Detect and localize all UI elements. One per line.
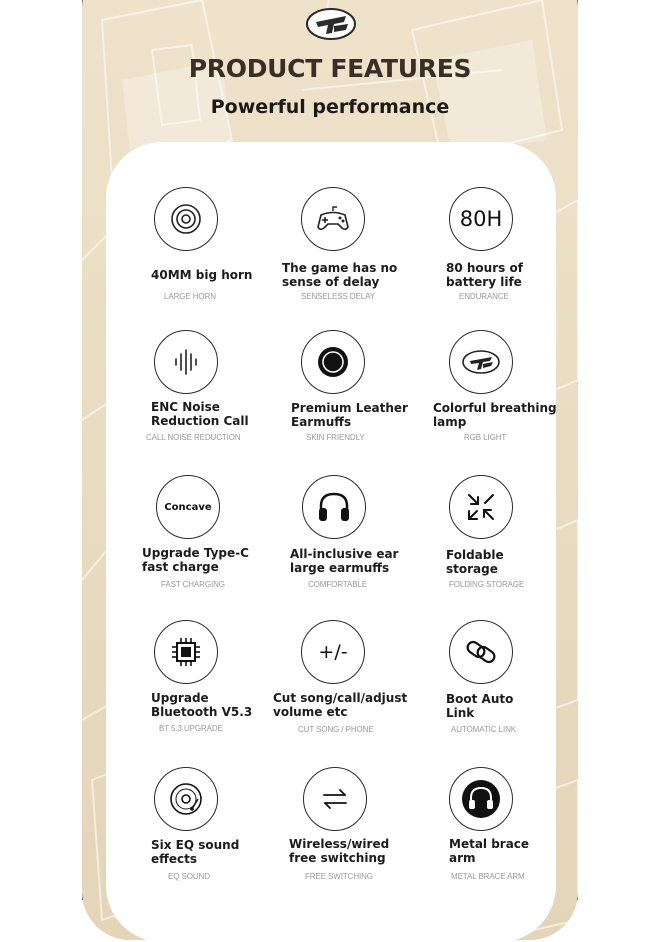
plus-minus-icon <box>301 620 365 684</box>
feature-title-line1: Premium Leather <box>291 401 408 415</box>
page-title: PRODUCT FEATURES <box>188 54 472 83</box>
feature-subtitle: FOLDING STORAGE <box>449 580 525 589</box>
disc-icon <box>154 767 218 831</box>
feature-subtitle: CUT SONG / PHONE <box>298 725 374 734</box>
feature-title-line2: Link <box>446 706 475 720</box>
feature-subtitle: SENSELESS DELAY <box>301 292 375 301</box>
feature-title-line2: effects <box>151 852 197 866</box>
feature-subtitle: BT 5.3 UPGRADE <box>159 724 223 733</box>
gamepad-icon <box>301 187 365 251</box>
feature-title-line2: Bluetooth V5.3 <box>151 705 253 719</box>
feature-title-line2: free switching <box>289 851 386 865</box>
headphones-icon <box>302 475 366 539</box>
feature-title-line2: storage <box>446 562 498 576</box>
icon-text: 80H <box>459 207 503 231</box>
feature-title-line1: The game has no <box>282 261 398 275</box>
feature-title-line1: Boot Auto <box>446 692 514 706</box>
feature-subtitle: SKIN FRIENDLY <box>306 433 365 442</box>
feature-title-line2: lamp <box>433 415 467 429</box>
speaker-icon <box>154 187 218 251</box>
feature-title-line2: fast charge <box>142 560 219 574</box>
feature-title-line1: 40MM big horn <box>151 268 253 282</box>
feature-subtitle: METAL BRACE ARM <box>451 872 525 881</box>
feature-title-line2: arm <box>449 851 476 865</box>
feature-title-line1: Six EQ sound <box>151 838 240 852</box>
feature-title-line1: Wireless/wired <box>289 837 390 851</box>
feature-subtitle: LARGE HORN <box>164 292 216 301</box>
chip-icon <box>154 620 218 684</box>
page-subtitle: Powerful performance <box>210 96 450 118</box>
feature-title-line2: sense of delay <box>282 275 380 289</box>
battery-80h-icon <box>449 187 513 251</box>
feature-subtitle: AUTOMATIC LINK <box>451 725 516 734</box>
feature-title-line1: Upgrade Type-C <box>142 546 249 560</box>
feature-subtitle: FREE SWITCHING <box>305 872 373 881</box>
feature-title-line1: Cut song/call/adjust <box>273 691 408 705</box>
feature-title-line1: ENC Noise <box>151 400 220 414</box>
feature-title-line2: volume etc <box>273 705 348 719</box>
icon-text: Concave <box>164 501 212 513</box>
link-icon <box>449 620 513 684</box>
feature-title-line2: large earmuffs <box>290 561 390 575</box>
feature-title-line1: 80 hours of <box>446 261 523 275</box>
feature-title-line2: Earmuffs <box>291 415 352 429</box>
earmuff-icon <box>301 330 365 394</box>
brand-logo <box>304 0 358 42</box>
feature-title-line2: battery life <box>446 275 522 289</box>
feature-subtitle: COMFORTABLE <box>308 580 368 589</box>
feature-title-line1: Foldable <box>446 548 504 562</box>
feature-subtitle: EQ SOUND <box>168 872 210 881</box>
feature-title-line1: All-inclusive ear <box>290 547 399 561</box>
fold-arrows-icon <box>449 475 513 539</box>
feature-subtitle: CALL NOISE REDUCTION <box>146 433 241 442</box>
feature-subtitle: RGB LIGHT <box>464 433 507 442</box>
headset-dark-icon <box>449 767 513 831</box>
feature-title-line1: Upgrade <box>151 691 209 705</box>
feature-title-line1: Metal brace <box>449 837 530 851</box>
feature-title-line2: Reduction Call <box>151 414 249 428</box>
switch-arrows-icon <box>303 767 367 831</box>
feature-title-line1: Colorful breathing <box>433 401 557 415</box>
concave-icon <box>156 475 220 539</box>
icon-text: +/- <box>318 641 348 663</box>
brand-logo-icon <box>449 330 513 394</box>
feature-subtitle: ENDURANCE <box>459 292 509 301</box>
feature-subtitle: FAST CHARGING <box>161 580 225 589</box>
sound-wave-icon <box>154 330 218 394</box>
